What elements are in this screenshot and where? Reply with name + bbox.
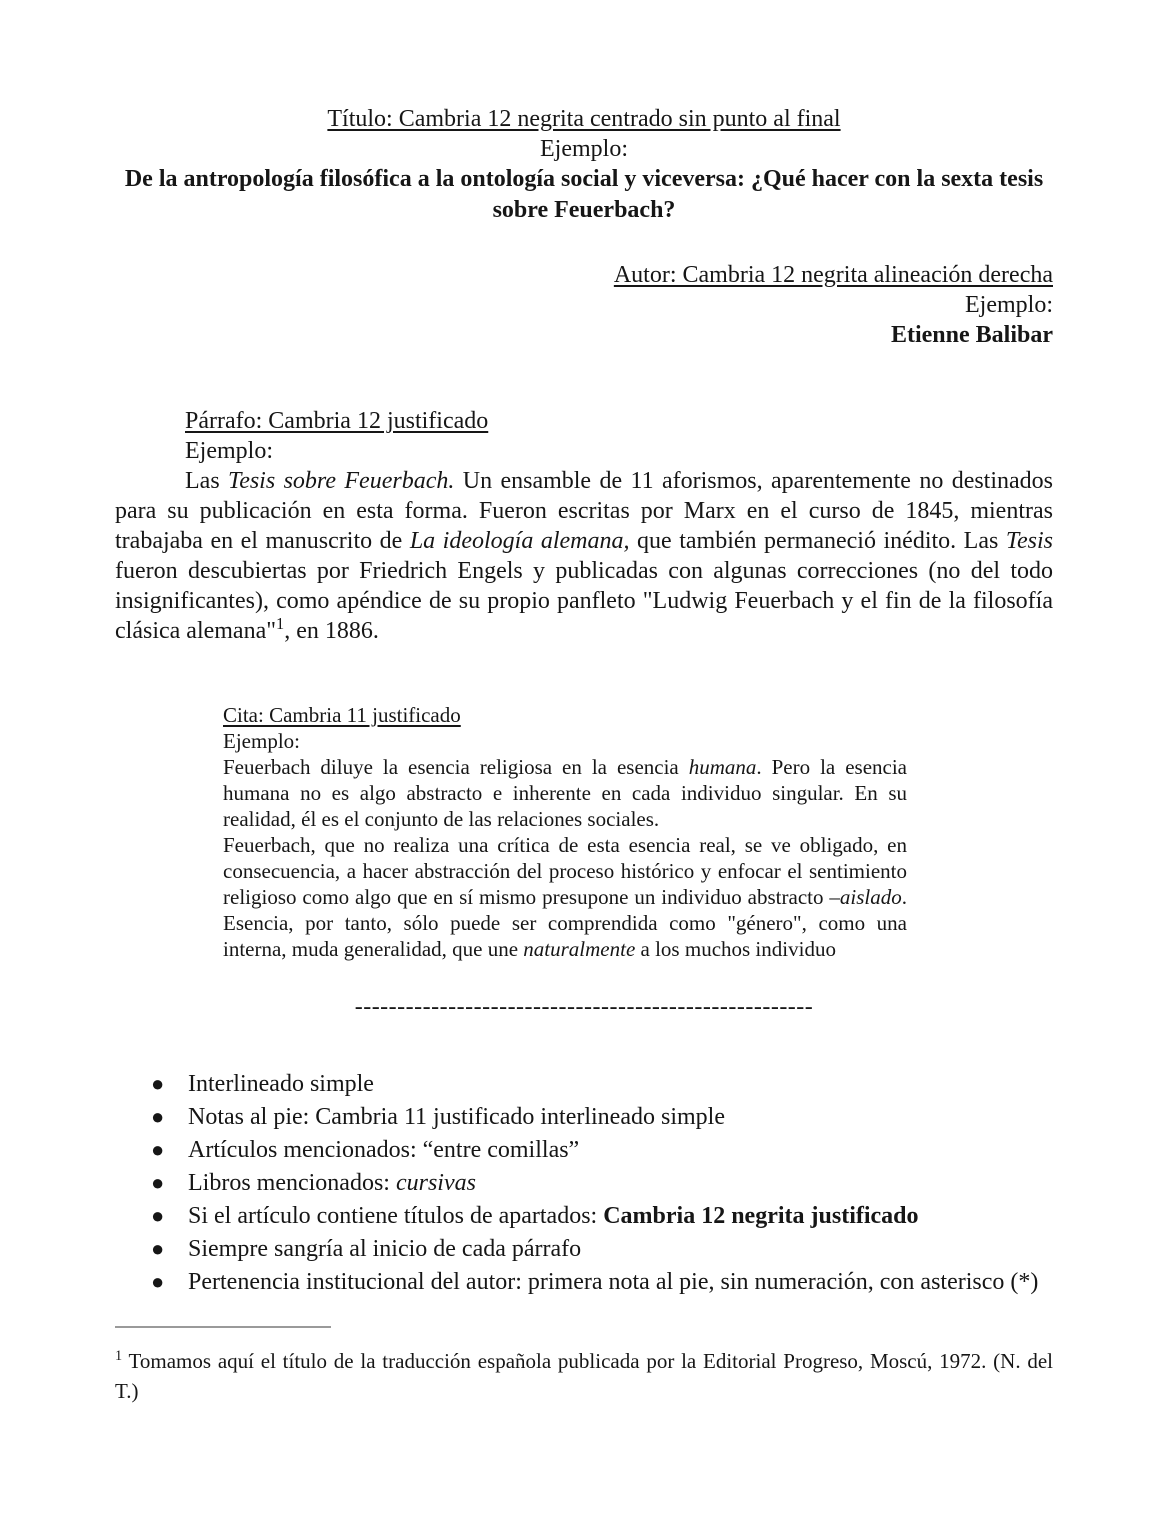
bullet-icon: ● — [151, 1269, 165, 1294]
format-rules-list — [115, 1068, 1053, 1299]
quote-paragraph-2 — [223, 832, 907, 962]
text-run: Notas al pie: Cambria 11 justificado interlineado simple — [188, 1104, 725, 1130]
text-run: Pertenencia institucional del autor: primera nota al pie, sin numeración, con asterisco (*) — [188, 1269, 1039, 1295]
list-item — [115, 1068, 1053, 1101]
author-format-heading-text: Autor: Cambria 12 negrita alineación derecha — [613, 262, 1053, 288]
text-run: Tomamos aquí el título de la traducción española publicada por la Editorial Progreso, Moscú, 1972. (N. del T.) — [115, 1349, 1053, 1403]
quote-format-section — [223, 702, 907, 962]
text-run: La ideología alemana, — [409, 528, 630, 554]
bullet-icon: ● — [151, 1104, 165, 1129]
list-item-text — [188, 1236, 581, 1262]
text-run: Siempre sangría al inicio de cada párrafo — [188, 1236, 582, 1262]
bullet-icon: ● — [151, 1170, 165, 1195]
text-run: 1 — [115, 1348, 123, 1364]
paragraph-format-heading — [115, 406, 1053, 436]
paragraph-format-heading-text: Párrafo: Cambria 12 justificado — [185, 408, 489, 434]
text-run: fueron descubiertas por Friedrich Engels y publicadas con algunas correcciones (no del todo insignificantes), como apéndice de su propio panfleto "Ludwig Feuerbach y el fin de la filosofía clásica alemana" — [115, 558, 1053, 644]
title-format-heading — [115, 104, 1053, 134]
text-run: aislado — [839, 885, 902, 909]
text-run: naturalmente — [523, 937, 636, 961]
text-run: Feuerbach diluye la esencia religiosa en la esencia — [223, 755, 689, 779]
text-run: Tesis sobre Feuerbach. — [228, 468, 455, 494]
footnote-area — [115, 1326, 1053, 1406]
text-run: Libros mencionados: — [188, 1170, 396, 1196]
author-name: Etienne Balibar — [890, 322, 1053, 348]
text-run: que también permaneció inédito. Las — [629, 528, 1006, 554]
text-run: , en 1886. — [284, 618, 379, 644]
text-run: Feuerbach, que no realiza una crítica de esta esencia real, se ve obligado, en consecuencia, a hacer abstracción del proceso histórico y enfocar el sentimiento religioso como algo que en sí mismo presupone un individuo abstracto – — [223, 833, 907, 909]
quote-format-heading — [223, 702, 907, 728]
article-title: De la antropología filosófica a la ontología social y viceversa: ¿Qué hacer con la sexta tesis sobre Feuerbach? — [124, 166, 1044, 223]
list-item — [115, 1266, 1053, 1299]
text-run: Artículos mencionados: “entre comillas” — [188, 1137, 580, 1163]
author-format-section — [115, 260, 1053, 350]
dashed-separator: ------------------------------------------------------ — [354, 994, 814, 1020]
text-run: Las — [185, 468, 229, 494]
text-run: a los muchos individuo — [635, 937, 836, 961]
list-item-text — [188, 1170, 476, 1196]
title-format-heading-text: Título: Cambria 12 negrita centrado sin punto al final — [327, 106, 841, 132]
author-format-heading — [115, 260, 1053, 290]
list-item-text — [188, 1071, 374, 1097]
text-run: Un ensamble de 11 aforismos, aparentemente no destinados para su publicación en esta forma. Fueron escritas por Marx en el curso de 1845, mientras trabajaba en el manuscrito de — [115, 468, 1054, 554]
title-example-label: Ejemplo: — [540, 136, 628, 162]
list-item-text — [188, 1269, 1038, 1295]
list-item — [115, 1200, 1053, 1233]
example-paragraph — [115, 466, 1053, 646]
bullet-icon: ● — [151, 1137, 165, 1162]
text-run: Cambria 12 negrita justificado — [603, 1203, 919, 1229]
bullet-icon: ● — [151, 1203, 165, 1228]
paragraph-example-label: Ejemplo: — [185, 438, 273, 464]
list-item — [115, 1233, 1053, 1266]
text-run: . Pero la esencia humana no es algo abstracto e inherente en cada individuo singular. En su realidad, él es el conjunto de las relaciones sociales. — [223, 755, 907, 831]
list-item — [115, 1167, 1053, 1200]
paragraph-format-section — [115, 406, 1053, 646]
text-run: Si el artículo contiene títulos de apartados: — [188, 1203, 604, 1229]
list-item-text — [188, 1104, 725, 1130]
list-item — [115, 1101, 1053, 1134]
list-item — [115, 1134, 1053, 1167]
footnote-separator — [115, 1326, 331, 1328]
text-run: . Esencia, por tanto, sólo puede ser comprendida como "género", como una interna, muda generalidad, que une — [223, 885, 907, 961]
text-run: cursivas — [395, 1170, 476, 1196]
quote-example-label: Ejemplo: — [223, 729, 300, 753]
text-run: 1 — [276, 614, 285, 633]
list-item-text — [188, 1203, 919, 1229]
list-item-text — [188, 1137, 579, 1163]
author-example-label: Ejemplo: — [965, 292, 1053, 318]
text-run: Tesis — [1005, 528, 1054, 554]
bullet-icon: ● — [151, 1071, 165, 1096]
bullet-icon: ● — [151, 1236, 165, 1261]
text-run: humana — [688, 755, 757, 779]
quote-paragraph-1 — [223, 754, 907, 832]
text-run: Interlineado simple — [188, 1071, 374, 1097]
footnote-text — [115, 1346, 1053, 1406]
quote-format-heading-text: Cita: Cambria 11 justificado — [223, 703, 461, 727]
